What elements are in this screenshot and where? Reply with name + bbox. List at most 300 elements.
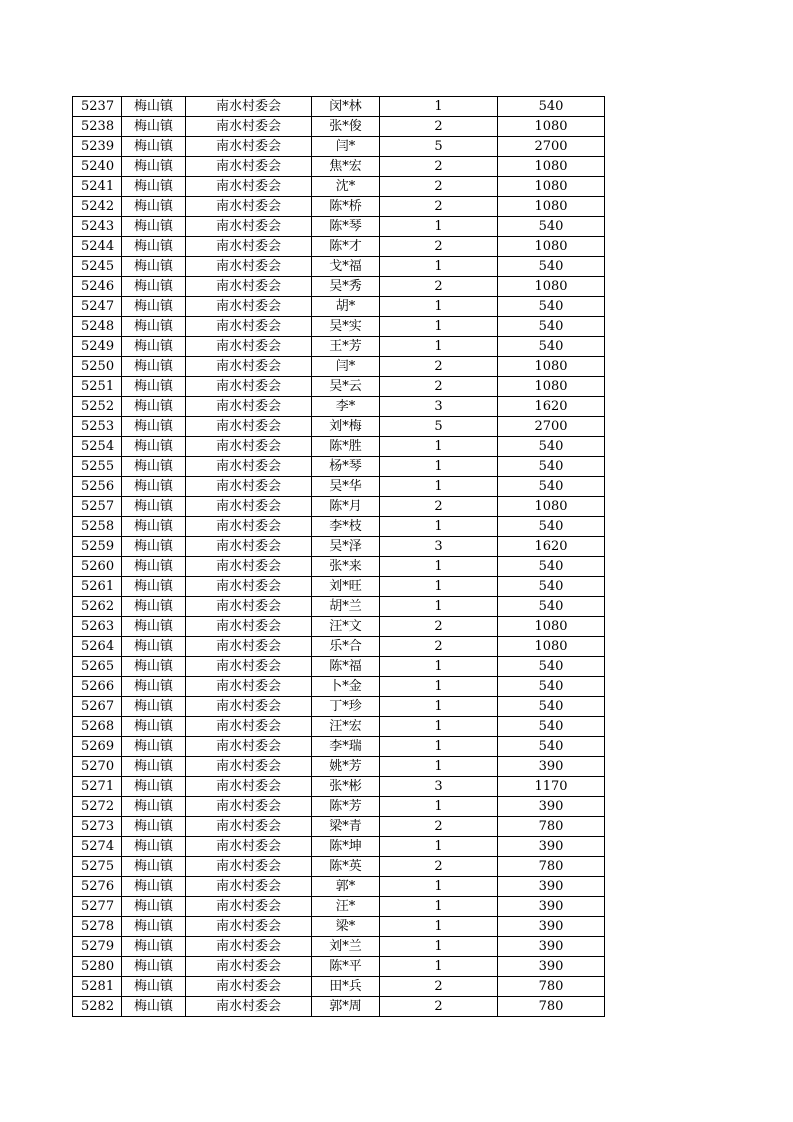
count-cell: 3: [380, 537, 498, 557]
amount-cell: 1080: [498, 277, 605, 297]
name-cell: 刘*旺: [312, 577, 380, 597]
row-number-cell: 5272: [73, 797, 122, 817]
village-committee-cell: 南水村委会: [186, 777, 312, 797]
amount-cell: 540: [498, 97, 605, 117]
amount-cell: 1080: [498, 177, 605, 197]
table-row: [73, 337, 605, 357]
table-row: [73, 497, 605, 517]
amount-cell: 390: [498, 757, 605, 777]
amount-cell: 1080: [498, 377, 605, 397]
town-cell: 梅山镇: [122, 717, 186, 737]
name-cell: 汪*: [312, 897, 380, 917]
count-cell: 1: [380, 957, 498, 977]
town-cell: 梅山镇: [122, 637, 186, 657]
name-cell: 陈*桥: [312, 197, 380, 217]
table-row: [73, 877, 605, 897]
name-cell: 陈*芳: [312, 797, 380, 817]
amount-cell: 780: [498, 817, 605, 837]
row-number-cell: 5259: [73, 537, 122, 557]
town-cell: 梅山镇: [122, 997, 186, 1017]
row-number-cell: 5275: [73, 857, 122, 877]
row-number-cell: 5252: [73, 397, 122, 417]
village-committee-cell: 南水村委会: [186, 417, 312, 437]
row-number-cell: 5240: [73, 157, 122, 177]
row-number-cell: 5254: [73, 437, 122, 457]
village-committee-cell: 南水村委会: [186, 737, 312, 757]
row-number-cell: 5265: [73, 657, 122, 677]
amount-cell: 540: [498, 697, 605, 717]
name-cell: 胡*兰: [312, 597, 380, 617]
amount-cell: 540: [498, 717, 605, 737]
village-committee-cell: 南水村委会: [186, 97, 312, 117]
table-row: [73, 317, 605, 337]
table-row: [73, 257, 605, 277]
table-body: [73, 97, 605, 1017]
count-cell: 2: [380, 377, 498, 397]
village-committee-cell: 南水村委会: [186, 977, 312, 997]
village-committee-cell: 南水村委会: [186, 557, 312, 577]
village-committee-cell: 南水村委会: [186, 517, 312, 537]
data-table: [72, 96, 605, 1017]
name-cell: 姚*芳: [312, 757, 380, 777]
table-row: [73, 457, 605, 477]
table-row: [73, 117, 605, 137]
town-cell: 梅山镇: [122, 617, 186, 637]
village-committee-cell: 南水村委会: [186, 397, 312, 417]
name-cell: 陈*月: [312, 497, 380, 517]
count-cell: 1: [380, 477, 498, 497]
row-number-cell: 5246: [73, 277, 122, 297]
town-cell: 梅山镇: [122, 917, 186, 937]
town-cell: 梅山镇: [122, 697, 186, 717]
table-row: [73, 557, 605, 577]
table-row: [73, 997, 605, 1017]
village-committee-cell: 南水村委会: [186, 897, 312, 917]
name-cell: 乐*合: [312, 637, 380, 657]
name-cell: 梁*: [312, 917, 380, 937]
table-row: [73, 857, 605, 877]
count-cell: 2: [380, 197, 498, 217]
count-cell: 1: [380, 597, 498, 617]
table-row: [73, 597, 605, 617]
town-cell: 梅山镇: [122, 257, 186, 277]
village-committee-cell: 南水村委会: [186, 237, 312, 257]
table-row: [73, 637, 605, 657]
name-cell: 陈*平: [312, 957, 380, 977]
name-cell: 陈*英: [312, 857, 380, 877]
village-committee-cell: 南水村委会: [186, 837, 312, 857]
count-cell: 3: [380, 397, 498, 417]
table-row: [73, 697, 605, 717]
village-committee-cell: 南水村委会: [186, 357, 312, 377]
town-cell: 梅山镇: [122, 477, 186, 497]
count-cell: 1: [380, 557, 498, 577]
amount-cell: 780: [498, 857, 605, 877]
amount-cell: 540: [498, 737, 605, 757]
count-cell: 1: [380, 257, 498, 277]
row-number-cell: 5250: [73, 357, 122, 377]
count-cell: 1: [380, 577, 498, 597]
count-cell: 1: [380, 937, 498, 957]
amount-cell: 540: [498, 557, 605, 577]
count-cell: 2: [380, 997, 498, 1017]
table-row: [73, 757, 605, 777]
table-row: [73, 917, 605, 937]
name-cell: 汪*文: [312, 617, 380, 637]
table-row: [73, 377, 605, 397]
town-cell: 梅山镇: [122, 797, 186, 817]
count-cell: 2: [380, 497, 498, 517]
name-cell: 闵*林: [312, 97, 380, 117]
amount-cell: 1080: [498, 357, 605, 377]
row-number-cell: 5260: [73, 557, 122, 577]
town-cell: 梅山镇: [122, 97, 186, 117]
village-committee-cell: 南水村委会: [186, 337, 312, 357]
row-number-cell: 5268: [73, 717, 122, 737]
village-committee-cell: 南水村委会: [186, 317, 312, 337]
village-committee-cell: 南水村委会: [186, 497, 312, 517]
town-cell: 梅山镇: [122, 397, 186, 417]
village-committee-cell: 南水村委会: [186, 437, 312, 457]
village-committee-cell: 南水村委会: [186, 917, 312, 937]
row-number-cell: 5242: [73, 197, 122, 217]
village-committee-cell: 南水村委会: [186, 157, 312, 177]
village-committee-cell: 南水村委会: [186, 957, 312, 977]
count-cell: 5: [380, 417, 498, 437]
count-cell: 2: [380, 177, 498, 197]
town-cell: 梅山镇: [122, 817, 186, 837]
row-number-cell: 5266: [73, 677, 122, 697]
town-cell: 梅山镇: [122, 277, 186, 297]
table-row: [73, 957, 605, 977]
count-cell: 1: [380, 517, 498, 537]
village-committee-cell: 南水村委会: [186, 617, 312, 637]
amount-cell: 1170: [498, 777, 605, 797]
row-number-cell: 5273: [73, 817, 122, 837]
name-cell: 吴*泽: [312, 537, 380, 557]
village-committee-cell: 南水村委会: [186, 577, 312, 597]
village-committee-cell: 南水村委会: [186, 257, 312, 277]
amount-cell: 390: [498, 957, 605, 977]
town-cell: 梅山镇: [122, 577, 186, 597]
town-cell: 梅山镇: [122, 877, 186, 897]
name-cell: 刘*梅: [312, 417, 380, 437]
amount-cell: 1080: [498, 497, 605, 517]
count-cell: 1: [380, 97, 498, 117]
name-cell: 戈*福: [312, 257, 380, 277]
row-number-cell: 5256: [73, 477, 122, 497]
table-row: [73, 217, 605, 237]
village-committee-cell: 南水村委会: [186, 217, 312, 237]
row-number-cell: 5267: [73, 697, 122, 717]
name-cell: 梁*青: [312, 817, 380, 837]
name-cell: 李*: [312, 397, 380, 417]
count-cell: 2: [380, 157, 498, 177]
table-row: [73, 717, 605, 737]
town-cell: 梅山镇: [122, 157, 186, 177]
table-row: [73, 577, 605, 597]
town-cell: 梅山镇: [122, 657, 186, 677]
town-cell: 梅山镇: [122, 117, 186, 137]
name-cell: 闫*: [312, 137, 380, 157]
name-cell: 沈*: [312, 177, 380, 197]
table-row: [73, 517, 605, 537]
count-cell: 3: [380, 777, 498, 797]
village-committee-cell: 南水村委会: [186, 717, 312, 737]
row-number-cell: 5255: [73, 457, 122, 477]
table-row: [73, 657, 605, 677]
row-number-cell: 5247: [73, 297, 122, 317]
count-cell: 2: [380, 117, 498, 137]
town-cell: 梅山镇: [122, 597, 186, 617]
count-cell: 2: [380, 817, 498, 837]
table-row: [73, 417, 605, 437]
village-committee-cell: 南水村委会: [186, 797, 312, 817]
count-cell: 1: [380, 757, 498, 777]
table-row: [73, 97, 605, 117]
name-cell: 陈*琴: [312, 217, 380, 237]
town-cell: 梅山镇: [122, 557, 186, 577]
amount-cell: 780: [498, 977, 605, 997]
row-number-cell: 5262: [73, 597, 122, 617]
count-cell: 1: [380, 297, 498, 317]
town-cell: 梅山镇: [122, 977, 186, 997]
name-cell: 胡*: [312, 297, 380, 317]
amount-cell: 1080: [498, 637, 605, 657]
town-cell: 梅山镇: [122, 777, 186, 797]
row-number-cell: 5249: [73, 337, 122, 357]
name-cell: 吴*华: [312, 477, 380, 497]
amount-cell: 1620: [498, 397, 605, 417]
amount-cell: 540: [498, 217, 605, 237]
count-cell: 2: [380, 357, 498, 377]
table-row: [73, 937, 605, 957]
name-cell: 焦*宏: [312, 157, 380, 177]
village-committee-cell: 南水村委会: [186, 137, 312, 157]
amount-cell: 1080: [498, 117, 605, 137]
town-cell: 梅山镇: [122, 237, 186, 257]
table-row: [73, 137, 605, 157]
count-cell: 1: [380, 317, 498, 337]
name-cell: 张*俊: [312, 117, 380, 137]
table-row: [73, 237, 605, 257]
row-number-cell: 5253: [73, 417, 122, 437]
table-row: [73, 197, 605, 217]
village-committee-cell: 南水村委会: [186, 697, 312, 717]
count-cell: 2: [380, 237, 498, 257]
name-cell: 刘*兰: [312, 937, 380, 957]
village-committee-cell: 南水村委会: [186, 597, 312, 617]
village-committee-cell: 南水村委会: [186, 117, 312, 137]
row-number-cell: 5274: [73, 837, 122, 857]
count-cell: 1: [380, 717, 498, 737]
row-number-cell: 5241: [73, 177, 122, 197]
amount-cell: 540: [498, 677, 605, 697]
count-cell: 1: [380, 737, 498, 757]
row-number-cell: 5276: [73, 877, 122, 897]
name-cell: 张*来: [312, 557, 380, 577]
amount-cell: 540: [498, 457, 605, 477]
town-cell: 梅山镇: [122, 317, 186, 337]
row-number-cell: 5251: [73, 377, 122, 397]
table-row: [73, 977, 605, 997]
row-number-cell: 5245: [73, 257, 122, 277]
amount-cell: 390: [498, 917, 605, 937]
town-cell: 梅山镇: [122, 517, 186, 537]
village-committee-cell: 南水村委会: [186, 857, 312, 877]
town-cell: 梅山镇: [122, 897, 186, 917]
amount-cell: 1620: [498, 537, 605, 557]
table-row: [73, 297, 605, 317]
amount-cell: 540: [498, 477, 605, 497]
table-row: [73, 837, 605, 857]
row-number-cell: 5244: [73, 237, 122, 257]
town-cell: 梅山镇: [122, 217, 186, 237]
village-committee-cell: 南水村委会: [186, 757, 312, 777]
amount-cell: 1080: [498, 197, 605, 217]
town-cell: 梅山镇: [122, 417, 186, 437]
town-cell: 梅山镇: [122, 197, 186, 217]
table-row: [73, 777, 605, 797]
row-number-cell: 5248: [73, 317, 122, 337]
amount-cell: 540: [498, 437, 605, 457]
table-row: [73, 797, 605, 817]
amount-cell: 390: [498, 897, 605, 917]
village-committee-cell: 南水村委会: [186, 297, 312, 317]
table-row: [73, 737, 605, 757]
village-committee-cell: 南水村委会: [186, 377, 312, 397]
town-cell: 梅山镇: [122, 677, 186, 697]
amount-cell: 540: [498, 257, 605, 277]
count-cell: 1: [380, 437, 498, 457]
count-cell: 1: [380, 837, 498, 857]
town-cell: 梅山镇: [122, 377, 186, 397]
amount-cell: 390: [498, 937, 605, 957]
village-committee-cell: 南水村委会: [186, 877, 312, 897]
row-number-cell: 5237: [73, 97, 122, 117]
row-number-cell: 5277: [73, 897, 122, 917]
name-cell: 陈*才: [312, 237, 380, 257]
amount-cell: 540: [498, 577, 605, 597]
town-cell: 梅山镇: [122, 937, 186, 957]
amount-cell: 540: [498, 297, 605, 317]
name-cell: 田*兵: [312, 977, 380, 997]
row-number-cell: 5263: [73, 617, 122, 637]
row-number-cell: 5264: [73, 637, 122, 657]
row-number-cell: 5258: [73, 517, 122, 537]
village-committee-cell: 南水村委会: [186, 677, 312, 697]
name-cell: 吴*实: [312, 317, 380, 337]
table-row: [73, 617, 605, 637]
row-number-cell: 5269: [73, 737, 122, 757]
amount-cell: 780: [498, 997, 605, 1017]
town-cell: 梅山镇: [122, 337, 186, 357]
name-cell: 丁*珍: [312, 697, 380, 717]
amount-cell: 540: [498, 517, 605, 537]
row-number-cell: 5257: [73, 497, 122, 517]
town-cell: 梅山镇: [122, 537, 186, 557]
row-number-cell: 5281: [73, 977, 122, 997]
amount-cell: 390: [498, 797, 605, 817]
table-row: [73, 157, 605, 177]
table-row: [73, 437, 605, 457]
amount-cell: 1080: [498, 617, 605, 637]
amount-cell: 1080: [498, 237, 605, 257]
row-number-cell: 5270: [73, 757, 122, 777]
table-row: [73, 397, 605, 417]
amount-cell: 2700: [498, 417, 605, 437]
amount-cell: 1080: [498, 157, 605, 177]
town-cell: 梅山镇: [122, 757, 186, 777]
name-cell: 王*芳: [312, 337, 380, 357]
count-cell: 1: [380, 877, 498, 897]
count-cell: 1: [380, 337, 498, 357]
name-cell: 李*瑞: [312, 737, 380, 757]
table-row: [73, 477, 605, 497]
row-number-cell: 5238: [73, 117, 122, 137]
row-number-cell: 5243: [73, 217, 122, 237]
town-cell: 梅山镇: [122, 137, 186, 157]
row-number-cell: 5261: [73, 577, 122, 597]
village-committee-cell: 南水村委会: [186, 997, 312, 1017]
row-number-cell: 5278: [73, 917, 122, 937]
row-number-cell: 5279: [73, 937, 122, 957]
table-row: [73, 677, 605, 697]
village-committee-cell: 南水村委会: [186, 537, 312, 557]
count-cell: 1: [380, 897, 498, 917]
village-committee-cell: 南水村委会: [186, 177, 312, 197]
name-cell: 郭*: [312, 877, 380, 897]
name-cell: 李*枝: [312, 517, 380, 537]
table-row: [73, 277, 605, 297]
town-cell: 梅山镇: [122, 957, 186, 977]
amount-cell: 540: [498, 317, 605, 337]
name-cell: 陈*福: [312, 657, 380, 677]
count-cell: 1: [380, 697, 498, 717]
count-cell: 1: [380, 797, 498, 817]
name-cell: 郭*周: [312, 997, 380, 1017]
count-cell: 2: [380, 977, 498, 997]
amount-cell: 390: [498, 837, 605, 857]
town-cell: 梅山镇: [122, 737, 186, 757]
village-committee-cell: 南水村委会: [186, 817, 312, 837]
amount-cell: 540: [498, 337, 605, 357]
name-cell: 汪*宏: [312, 717, 380, 737]
name-cell: 陈*坤: [312, 837, 380, 857]
amount-cell: 2700: [498, 137, 605, 157]
town-cell: 梅山镇: [122, 837, 186, 857]
amount-cell: 540: [498, 657, 605, 677]
row-number-cell: 5280: [73, 957, 122, 977]
count-cell: 1: [380, 657, 498, 677]
count-cell: 2: [380, 617, 498, 637]
count-cell: 5: [380, 137, 498, 157]
village-committee-cell: 南水村委会: [186, 477, 312, 497]
village-committee-cell: 南水村委会: [186, 937, 312, 957]
count-cell: 1: [380, 217, 498, 237]
town-cell: 梅山镇: [122, 357, 186, 377]
table-row: [73, 537, 605, 557]
table-row: [73, 177, 605, 197]
name-cell: 杨*琴: [312, 457, 380, 477]
amount-cell: 390: [498, 877, 605, 897]
amount-cell: 540: [498, 597, 605, 617]
count-cell: 2: [380, 277, 498, 297]
name-cell: 吴*秀: [312, 277, 380, 297]
town-cell: 梅山镇: [122, 297, 186, 317]
village-committee-cell: 南水村委会: [186, 457, 312, 477]
town-cell: 梅山镇: [122, 437, 186, 457]
